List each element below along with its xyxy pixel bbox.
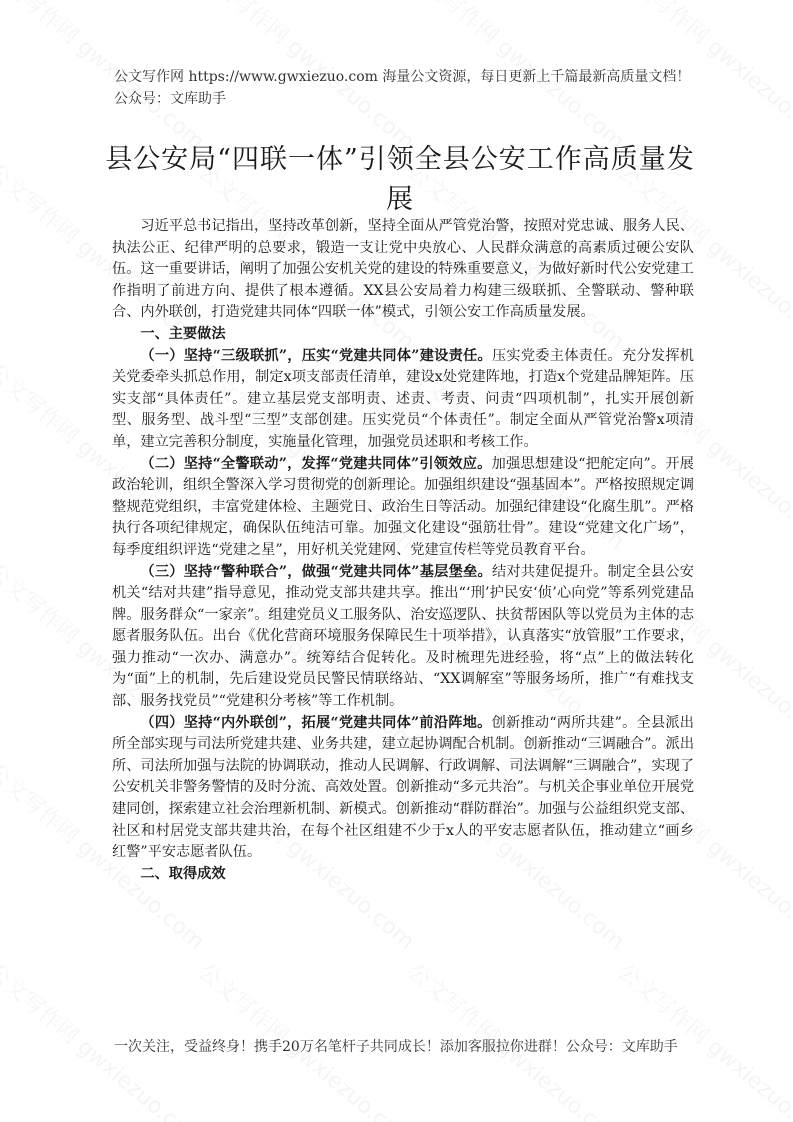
footer-promo-text: 一次关注，受益终身！携手20万名笔杆子共同成长！添加客服拉你进群！公众号：文库助手 (114, 1039, 678, 1055)
practice-item-4-lead: （四）坚持“内外联创”，拓展“党建共同体”前沿阵地。 (140, 714, 492, 731)
practice-item-1 (112, 346, 694, 454)
document-title: 县公安局“四联一体”引领全县公安工作高质量发展 (105, 144, 695, 215)
practice-item-2-lead: （二）坚持“全警联动”，发挥“党建共同体”引领效应。 (140, 455, 492, 472)
document-body (112, 216, 694, 885)
section-heading-results: 二、取得成效 (140, 865, 226, 882)
practice-item-4 (112, 713, 694, 864)
practice-item-3-lead: （三）坚持“警种联合”，做强“党建共同体”基层堡垒。 (140, 563, 492, 580)
practice-item-1-lead: （一）坚持“三级联抓”，压实“党建共同体”建设责任。 (140, 347, 492, 364)
header-promo-text: 公文写作网 https://www.gwxiezuo.com 海量公文资源，每日更新上千篇最新高质量文档！ 公众号：文库助手 (114, 69, 691, 107)
practice-item-3-text: 结对共建促提升。制定全县公安机关“结对共建”指导意见，推动党支部共建共享。推出“‘刑’护民安‘侦’心向党”等系列党建品牌。服务群众“一家亲”。组建党员义工服务队、治安巡逻队、扶贫帮困队等以党员为主体的志愿者服务队伍。出台《优化营商环境服务保障民生十项举措》，认真落实“放管服”工作要求，强力推动“一次办、满意办”。统筹结合促转化。及时梳理先进经验，将“点”上的做法转化为“面”上的机制，先后建设党员民警民情联络站、“XX调解室”等服务场所，推广“有难找支部、服务找党员”“党建积分考核”等工作机制。 (112, 563, 695, 710)
practice-item-4-text: 创新推动“两所共建”。全县派出所全部实现与司法所党建共建、业务共建，建立起协调配合机制。创新推动“三调融合”。派出所、司法所加强与法院的协调联动，推动人民调解、行政调解、司法调解“三调融合”，实现了公安机关非警务警情的及时分流、高效处置。创新推动“多元共治”。与机关企事业单位开展党建同创，探索建立社会治理新机制、新模式。创新推动“群防群治”。加强与公益组织党支部、社区和村居党支部共建共治，在每个社区组建不少于x人的平安志愿者队伍，推动建立“画乡红警”平安志愿者队伍。 (112, 714, 695, 861)
practice-item-3 (112, 562, 694, 713)
section-heading-main-practices: 一、主要做法 (140, 325, 226, 342)
practice-item-1-text: 压实党委主体责任。充分发挥机关党委牵头抓总作用，制定x项支部责任清单，建设x处党建阵地，打造x个党建品牌矩阵。压实支部“具体责任”。建立基层党支部明责、述责、考责、问责“四项机制”，扎实开展创新型、服务型、战斗型“三型”支部创建。压实党员“个体责任”。制定全面从严管党治警x项清单，建立完善积分制度，实施量化管理，加强党员述职和考核工作。 (112, 347, 694, 450)
intro-paragraph: 习近平总书记指出，坚持改革创新，坚持全面从严管党治警，按照对党忠诚、服务人民、执法公正、纪律严明的总要求，锻造一支让党中央放心、人民群众满意的高素质过硬公安队伍。这一重要讲话，阐明了加强公安机关党的建设的特殊重要意义，为做好新时代公安党建工作指明了前进方向、提供了根本遵循。XX县公安局着力构建三级联抓、全警联动、警种联合、内外联创，打造党建共同体“四联一体”模式，引领公安工作高质量发展。 (112, 218, 694, 321)
practice-item-2 (112, 454, 694, 562)
practice-item-2-text: 加强思想建设“把舵定向”。开展政治轮训，组织全警深入学习贯彻党的创新理论。加强组织建设“强基固本”。严格按照规定调整规范党组织，丰富党建体检、主题党日、政治生日等活动。加强纪律建设“化腐生肌”。严格执行各项纪律规定，确保队伍纯洁可靠。加强文化建设“强筋壮骨”。建设“党建文化广场”，每季度组织评选“党建之星”，用好机关党建网、党建宣传栏等党员教育平台。 (112, 455, 695, 558)
